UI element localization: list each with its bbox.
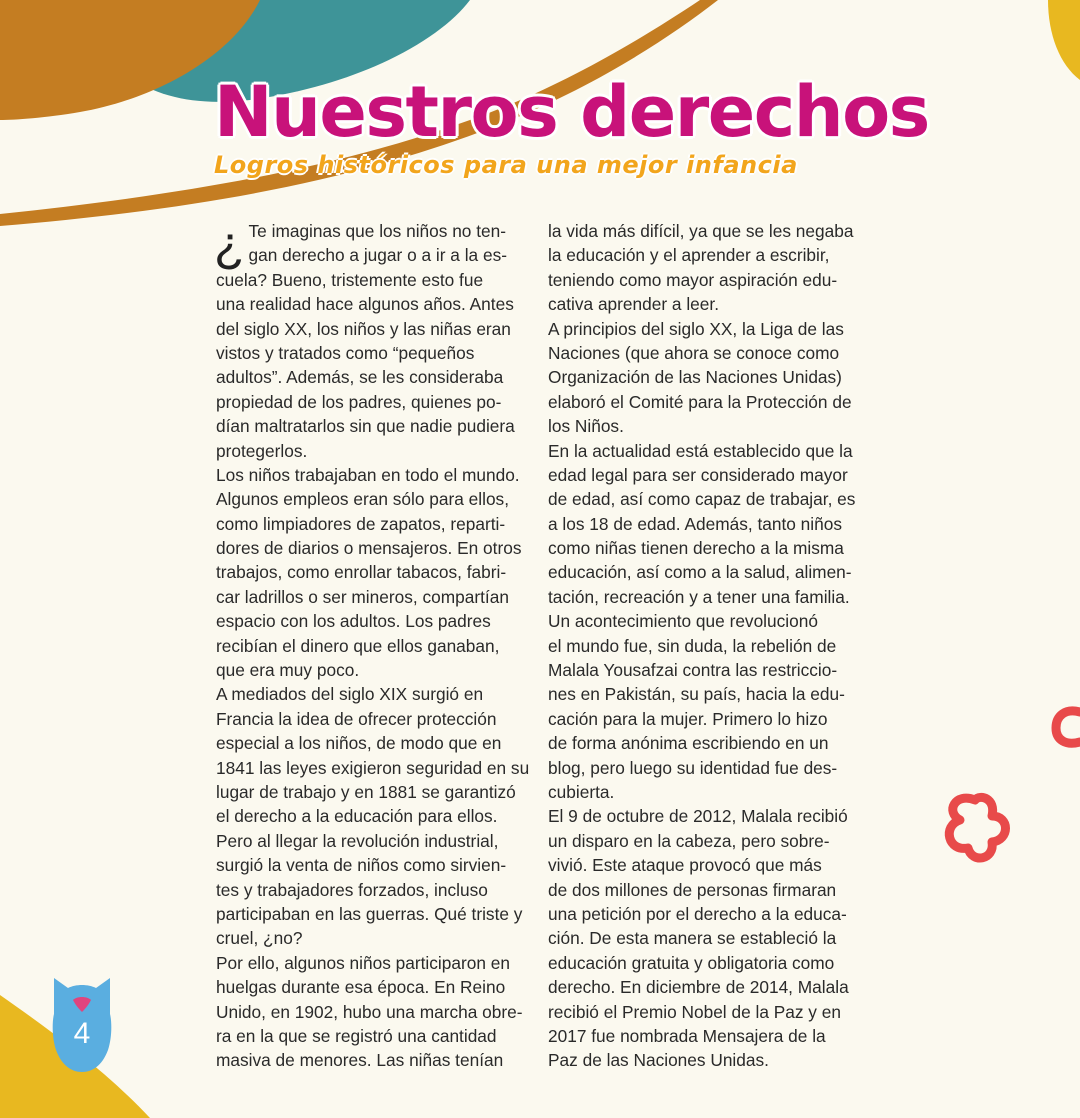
dropcap: ¿: [214, 216, 245, 272]
text-line: Pero al llegar la revolución industrial,: [216, 830, 499, 851]
text-line: como niñas tienen derecho a la misma: [548, 538, 844, 559]
text-line: masiva de menores. Las niñas tenían: [216, 1050, 504, 1071]
text-line: El 9 de octubre de 2012, Malala recibió: [548, 806, 848, 827]
text-line: tación, recreación y a tener una familia.: [548, 586, 850, 607]
text-line: como limpiadores de zapatos, reparti-: [216, 513, 506, 534]
text-line: 2017 fue nombrada Mensajera de la: [548, 1025, 826, 1046]
page-title: Nuestros derechos: [214, 71, 929, 153]
text-line: educación gratuita y obligatoria como: [548, 952, 835, 973]
text-line: adultos”. Además, se les consideraba: [216, 367, 504, 388]
text-line: una realidad hace algunos años. Antes: [216, 294, 514, 315]
yellow-corner-top: [1048, 0, 1080, 80]
text-line: de forma anónima escribiendo en un: [548, 733, 829, 754]
text-line: especial a los niños, de modo que en: [216, 733, 502, 754]
text-line: educación, así como a la salud, alimen-: [548, 562, 852, 583]
text-line: espacio con los adultos. Los padres: [216, 611, 491, 632]
text-line: derecho. En diciembre de 2014, Malala: [548, 977, 849, 998]
text-line: cativa aprender a leer.: [548, 294, 719, 315]
text-line: cación para la mujer. Primero lo hizo: [548, 708, 828, 729]
text-line: En la actualidad está establecido que la: [548, 440, 853, 461]
text-line: el derecho a la educación para ellos.: [216, 806, 498, 827]
text-line: ra en la que se registró una cantidad: [216, 1025, 497, 1046]
text-line: Naciones (que ahora se conoce como: [548, 342, 840, 363]
text-line: Te imaginas que los niños no ten-: [248, 221, 507, 241]
text-line: dores de diarios o mensajeros. En otros: [216, 538, 522, 559]
text-line: de edad, así como capaz de trabajar, es: [548, 489, 856, 510]
text-line: teniendo como mayor aspiración edu-: [548, 269, 838, 290]
text-line: protegerlos.: [216, 440, 308, 461]
red-mark-right: [1056, 711, 1080, 743]
text-line: la educación y el aprender a escribir,: [548, 245, 830, 266]
text-line: Malala Yousafzai contra las restriccio-: [548, 660, 838, 681]
text-line: vivió. Este ataque provocó que más: [548, 855, 822, 876]
text-line: Por ello, algunos niños participaron en: [216, 952, 510, 973]
text-line: Francia la idea de ofrecer protección: [216, 708, 497, 729]
text-line: ción. De esta manera se estableció la: [548, 928, 837, 949]
text-line: una petición por el derecho a la educa-: [548, 903, 847, 924]
text-line: tes y trabajadores forzados, incluso: [216, 879, 488, 900]
text-line: gan derecho a jugar o a ir a la es-: [248, 245, 507, 266]
text-line: cuela? Bueno, tristemente esto fue: [216, 269, 484, 290]
red-flower-mark: [949, 797, 1005, 858]
text-line: vistos y tratados como “pequeños: [216, 342, 475, 363]
text-line: recibió el Premio Nobel de la Paz y en: [548, 1001, 841, 1022]
text-line: Los niños trabajaban en todo el mundo.: [216, 464, 520, 485]
text-line: 1841 las leyes exigieron seguridad en su: [216, 757, 530, 778]
text-line: cruel, ¿no?: [216, 928, 303, 949]
text-line: un disparo en la cabeza, pero sobre-: [548, 830, 830, 851]
text-line: Algunos empleos eran sólo para ellos,: [216, 489, 509, 510]
text-column-left: [214, 216, 538, 1073]
page-number: 4: [73, 1017, 91, 1050]
text-line: surgió la venta de niños como sirvien-: [216, 855, 507, 876]
text-line: lugar de trabajo y en 1881 se garantizó: [216, 781, 516, 802]
text-line: Unido, en 1902, hubo una marcha obre-: [216, 1001, 523, 1022]
text-line: blog, pero luego su identidad fue des-: [548, 757, 838, 778]
text-line: car ladrillos o ser mineros, compartían: [216, 586, 509, 607]
text-line: edad legal para ser considerado mayor: [548, 464, 848, 485]
text-line: Organización de las Naciones Unidas): [548, 367, 842, 388]
text-line: recibían el dinero que ellos ganaban,: [216, 635, 500, 656]
text-line: participaban en las guerras. Qué triste y: [216, 903, 523, 924]
text-line: el mundo fue, sin duda, la rebelión de: [548, 635, 837, 656]
text-column-right: [548, 219, 870, 1073]
text-line: A mediados del siglo XIX surgió en: [216, 684, 484, 705]
text-line: cubierta.: [548, 781, 615, 802]
text-line: la vida más difícil, ya que se les negaba: [548, 221, 854, 241]
text-line: los Niños.: [548, 416, 624, 437]
text-line: dían maltratarlos sin que nadie pudiera: [216, 416, 515, 437]
text-line: nes en Pakistán, su país, hacia la edu-: [548, 684, 845, 705]
text-line: huelgas durante esa época. En Reino: [216, 977, 506, 998]
text-line: que era muy poco.: [216, 660, 360, 681]
page-subtitle: Logros históricos para una mejor infancia: [214, 151, 798, 179]
text-line: Un acontecimiento que revolucionó: [548, 611, 818, 632]
text-line: de dos millones de personas firmaran: [548, 879, 837, 900]
text-line: del siglo XX, los niños y las niñas eran: [216, 318, 511, 339]
text-line: Paz de las Naciones Unidas.: [548, 1050, 769, 1071]
text-line: elaboró el Comité para la Protección de: [548, 391, 852, 412]
text-line: A principios del siglo XX, la Liga de las: [548, 318, 844, 339]
text-line: propiedad de los padres, quienes po-: [216, 391, 502, 412]
text-line: trabajos, como enrollar tabacos, fabri-: [216, 562, 507, 583]
text-line: a los 18 de edad. Además, tanto niños: [548, 513, 842, 534]
